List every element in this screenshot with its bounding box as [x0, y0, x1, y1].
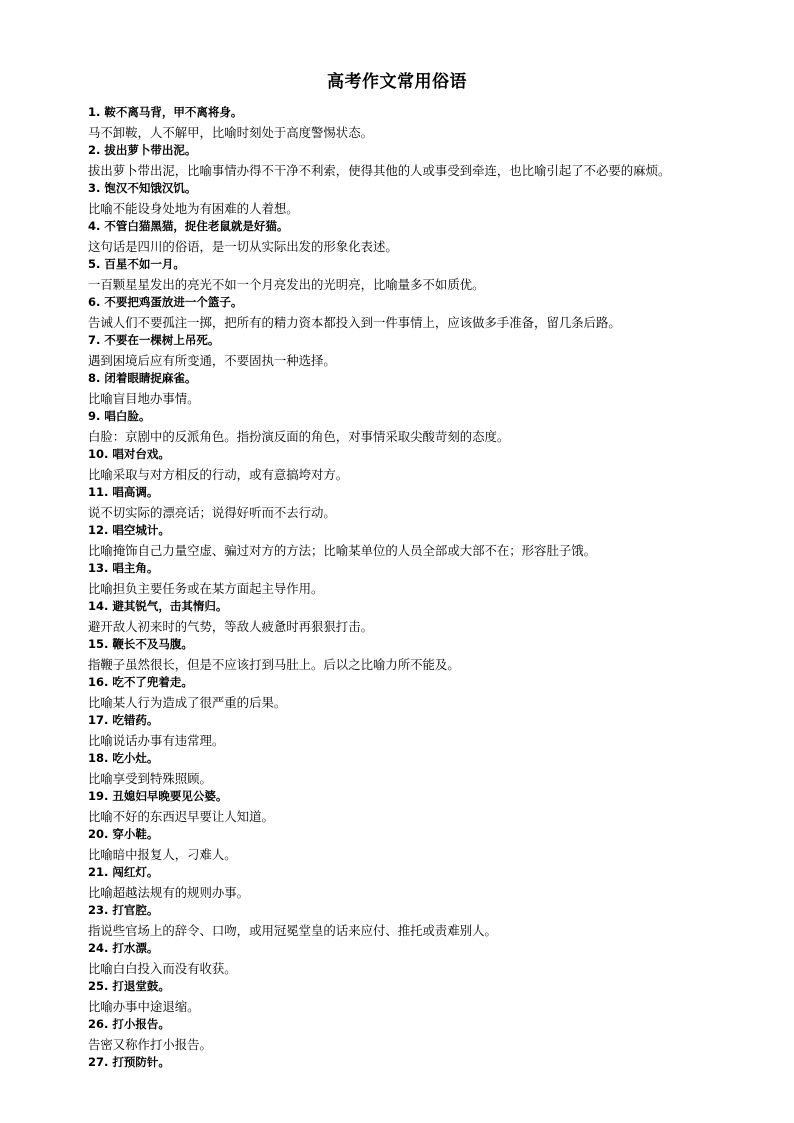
saying-heading [88, 674, 788, 691]
saying-heading [88, 522, 788, 539]
saying-heading [88, 750, 788, 767]
saying-phrase: 唱白脸。 [104, 409, 151, 423]
saying-heading [88, 446, 788, 463]
saying-heading [88, 370, 788, 387]
saying-number: 6. [88, 295, 101, 309]
saying-phrase: 避其锐气，击其惰归。 [112, 599, 228, 613]
saying-number: 14. [88, 599, 109, 613]
saying-phrase: 唱对台戏。 [112, 447, 170, 461]
saying-meaning: 遇到困境后应有所变通，不要固执一种选择。 [88, 353, 336, 368]
list-item [88, 408, 788, 445]
list-item [88, 294, 788, 331]
saying-heading [88, 560, 788, 577]
saying-meaning: 比喻说话办事有违常理。 [88, 733, 225, 748]
saying-phrase: 唱空城计。 [112, 523, 170, 537]
saying-heading [88, 636, 788, 653]
saying-heading [88, 598, 788, 615]
saying-heading [88, 788, 788, 805]
list-item [88, 940, 788, 977]
saying-meaning: 一百颗星星发出的亮光不如一个月亮发出的光明亮，比喻量多不如质优。 [88, 277, 485, 292]
saying-meaning: 比喻掩饰自己力量空虚、骗过对方的方法；比喻某单位的人员全部或大部不在；形容肚子饿。 [88, 543, 597, 558]
list-item [88, 1054, 788, 1071]
saying-meaning: 比喻办事中途退缩。 [88, 999, 200, 1014]
list-item [88, 978, 788, 1015]
saying-phrase: 不管白猫黑猫，捉住老鼠就是好猫。 [104, 219, 289, 233]
saying-phrase: 吃不了兜着走。 [112, 675, 193, 689]
saying-meaning: 比喻不能设身处地为有困难的人着想。 [88, 201, 299, 216]
list-item [88, 180, 788, 217]
saying-meaning: 这句话是四川的俗语，是一切从实际出发的形象化表述。 [88, 239, 398, 254]
saying-number: 7. [88, 333, 101, 347]
saying-number: 26. [88, 1017, 109, 1031]
saying-heading [88, 902, 788, 919]
saying-phrase: 打预防针。 [112, 1055, 170, 1069]
saying-heading [88, 104, 788, 121]
list-item [88, 218, 788, 255]
saying-meaning: 避开敌人初来时的气势，等敌人疲惫时再狠狠打击。 [88, 619, 373, 634]
saying-number: 18. [88, 751, 109, 765]
saying-number: 3. [88, 181, 101, 195]
saying-meaning: 指鞭子虽然很长，但是不应该打到马肚上。后以之比喻力所不能及。 [88, 657, 460, 672]
saying-meaning: 白脸：京剧中的反派角色。指扮演反面的角色，对事情采取尖酸苛刻的态度。 [88, 429, 510, 444]
saying-number: 5. [88, 257, 101, 271]
saying-number: 27. [88, 1055, 109, 1069]
saying-number: 15. [88, 637, 109, 651]
saying-heading [88, 712, 788, 729]
saying-heading [88, 218, 788, 235]
saying-meaning: 说不切实际的漂亮话；说得好听而不去行动。 [88, 505, 336, 520]
saying-heading [88, 826, 788, 843]
page-title: 高考作文常用俗语 [327, 72, 467, 92]
saying-phrase: 不要把鸡蛋放进一个篮子。 [104, 295, 243, 309]
saying-phrase: 不要在一棵树上吊死。 [104, 333, 220, 347]
list-item [88, 256, 788, 293]
saying-number: 9. [88, 409, 101, 423]
list-item [88, 1016, 788, 1053]
list-item [88, 750, 788, 787]
saying-heading [88, 940, 788, 957]
saying-heading [88, 484, 788, 501]
saying-meaning: 比喻采取与对方相反的行动，或有意搞垮对方。 [88, 467, 349, 482]
saying-phrase: 唱主角。 [112, 561, 159, 575]
saying-heading [88, 864, 788, 881]
list-item [88, 522, 788, 559]
saying-meaning: 比喻暗中报复人，刁难人。 [88, 847, 237, 862]
saying-phrase: 鞭长不及马腹。 [112, 637, 193, 651]
saying-meaning: 比喻超越法规有的规则办事。 [88, 885, 250, 900]
saying-phrase: 打小报告。 [112, 1017, 170, 1031]
saying-meaning: 告诫人们不要孤注一掷，把所有的精力资本都投入到一件事情上，应该做多手准备，留几条后路。 [88, 315, 621, 330]
saying-number: 2. [88, 143, 101, 157]
saying-number: 10. [88, 447, 109, 461]
list-item [88, 598, 788, 635]
list-item [88, 446, 788, 483]
saying-heading [88, 180, 788, 197]
saying-number: 21. [88, 865, 109, 879]
saying-meaning: 拔出萝卜带出泥，比喻事情办得不干净不利索，使得其他的人或事受到牵连，也比喻引起了不必要的麻烦。 [88, 163, 671, 178]
saying-phrase: 百星不如一月。 [104, 257, 185, 271]
saying-heading [88, 142, 788, 159]
saying-number: 17. [88, 713, 109, 727]
saying-phrase: 穿小鞋。 [112, 827, 159, 841]
saying-phrase: 吃错药。 [112, 713, 159, 727]
saying-heading [88, 256, 788, 273]
saying-phrase: 鞍不离马背，甲不离将身。 [104, 105, 243, 119]
saying-number: 12. [88, 523, 109, 537]
saying-meaning: 比喻白白投入而没有收获。 [88, 961, 237, 976]
saying-number: 4. [88, 219, 101, 233]
list-item [88, 332, 788, 369]
saying-phrase: 拔出萝卜带出泥。 [104, 143, 197, 157]
list-item [88, 370, 788, 407]
saying-phrase: 打水漂。 [112, 941, 159, 955]
saying-number: 11. [88, 485, 109, 499]
saying-number: 20. [88, 827, 109, 841]
saying-phrase: 吃小灶。 [112, 751, 159, 765]
list-item [88, 712, 788, 749]
saying-meaning: 比喻不好的东西迟早要让人知道。 [88, 809, 274, 824]
saying-phrase: 饱汉不知饿汉饥。 [104, 181, 197, 195]
saying-number: 19. [88, 789, 109, 803]
saying-meaning: 比喻担负主要任务或在某方面起主导作用。 [88, 581, 324, 596]
list-item [88, 560, 788, 597]
list-item [88, 674, 788, 711]
saying-meaning: 指说些官场上的辞令、口吻，或用冠冕堂皇的话来应付、推托或责难别人。 [88, 923, 497, 938]
saying-phrase: 打退堂鼓。 [112, 979, 170, 993]
saying-heading [88, 978, 788, 995]
saying-meaning: 告密又称作打小报告。 [88, 1037, 212, 1052]
saying-number: 8. [88, 371, 101, 385]
saying-number: 13. [88, 561, 109, 575]
saying-number: 23. [88, 903, 109, 917]
saying-heading [88, 332, 788, 349]
saying-number: 25. [88, 979, 109, 993]
saying-meaning: 比喻某人行为造成了很严重的后果。 [88, 695, 287, 710]
saying-heading [88, 1016, 788, 1033]
saying-heading [88, 1054, 788, 1071]
saying-phrase: 唱高调。 [112, 485, 159, 499]
saying-phrase: 打官腔。 [112, 903, 159, 917]
saying-heading [88, 408, 788, 425]
list-item [88, 636, 788, 673]
entry-list [88, 104, 788, 1074]
list-item [88, 484, 788, 521]
saying-heading [88, 294, 788, 311]
list-item [88, 902, 788, 939]
list-item [88, 826, 788, 863]
saying-number: 1. [88, 105, 101, 119]
saying-number: 24. [88, 941, 109, 955]
saying-meaning: 比喻盲目地办事情。 [88, 391, 200, 406]
list-item [88, 104, 788, 141]
saying-phrase: 丑媳妇早晚要见公婆。 [112, 789, 228, 803]
saying-meaning: 比喻享受到特殊照顾。 [88, 771, 212, 786]
saying-phrase: 闯红灯。 [112, 865, 159, 879]
saying-phrase: 闭着眼睛捉麻雀。 [104, 371, 197, 385]
list-item [88, 142, 788, 179]
list-item [88, 788, 788, 825]
saying-number: 16. [88, 675, 109, 689]
list-item [88, 864, 788, 901]
saying-meaning: 马不卸鞍，人不解甲，比喻时刻处于高度警惕状态。 [88, 125, 373, 140]
